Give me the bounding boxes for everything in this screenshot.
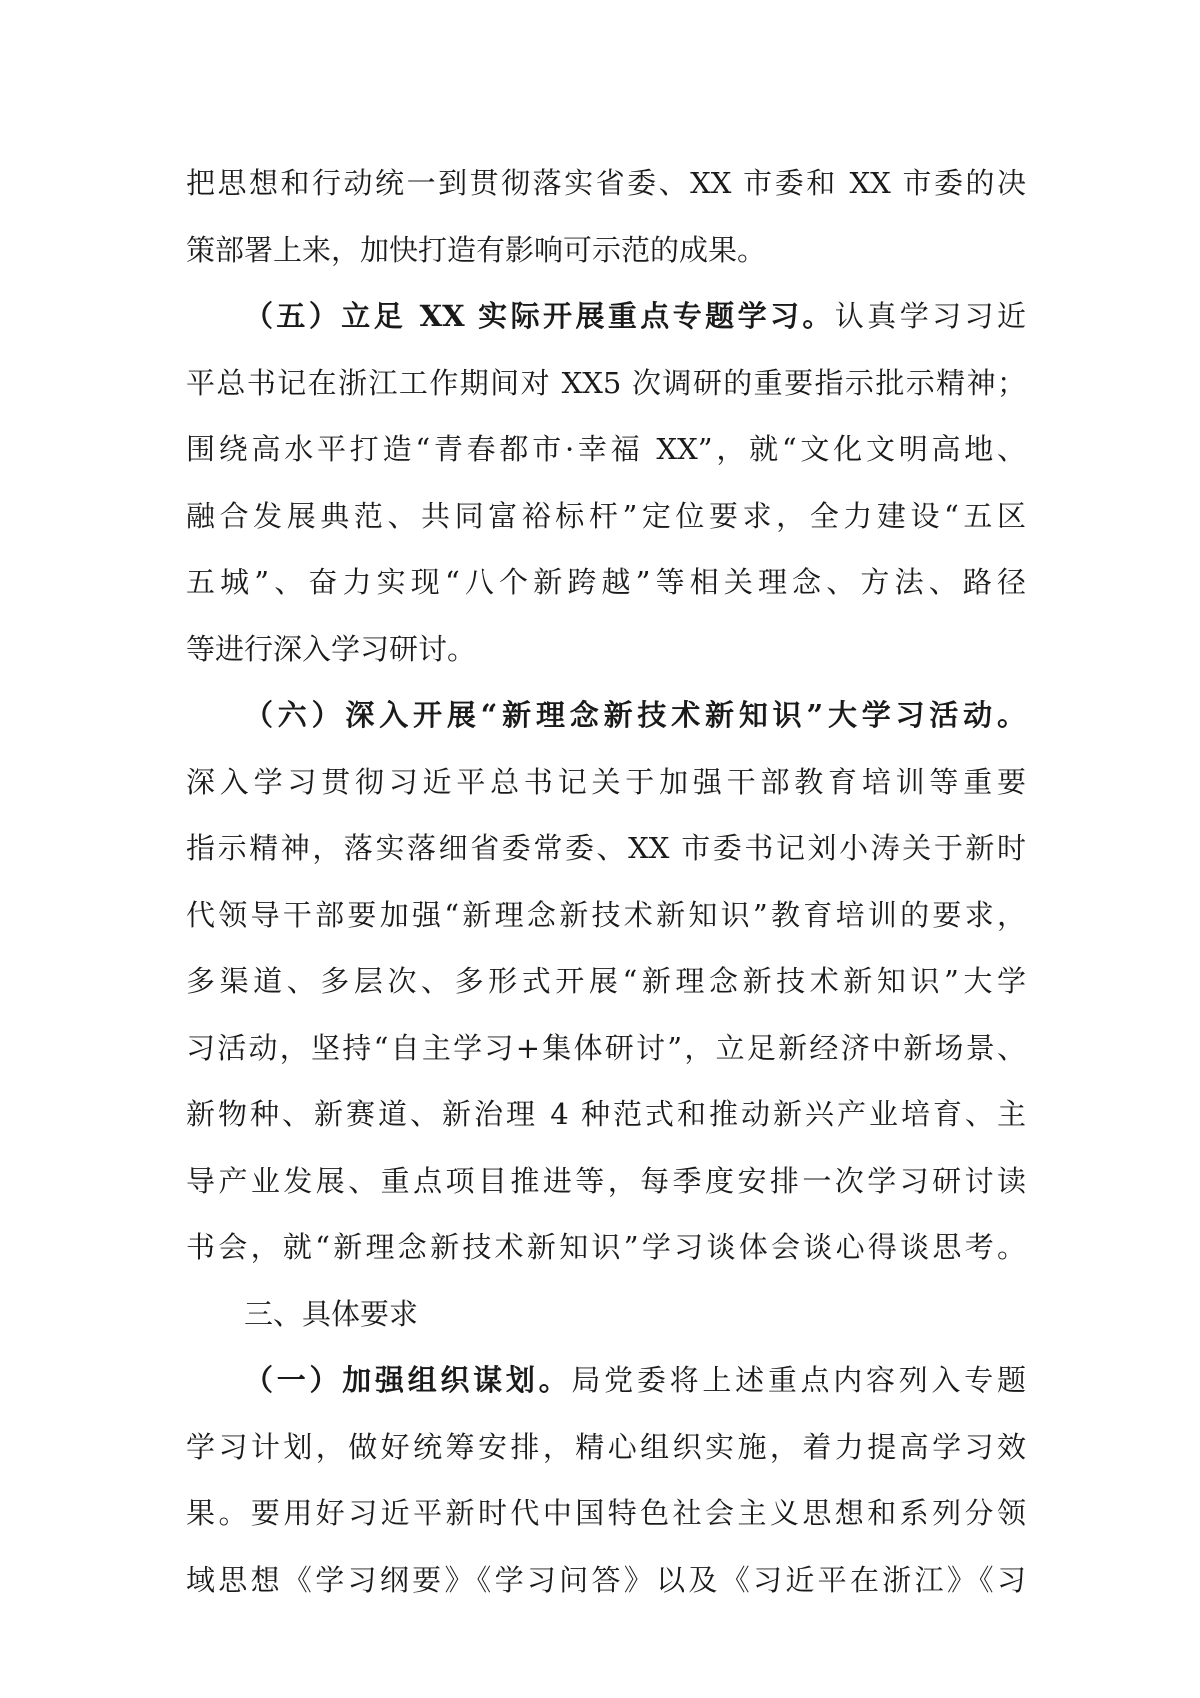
text-line: 书会，就“新理念新技术新知识”学习谈体会谈心得谈思考。 [186,1230,1026,1264]
part-3-heading: 三、具体要求 [244,1296,419,1331]
text-line: 围绕高水平打造“青春都市·幸福 XX”，就“文化文明高地、 [186,432,1026,466]
text-line: 平总书记在浙江工作期间对 XX5 次调研的重要指示批示精神； [186,365,1026,400]
text-line: 深入学习贯彻习近平总书记关于加强干部教育培训等重要 [186,764,1026,799]
section-5-lead-text: 认真学习习近 [834,299,1026,333]
text-line: 学习计划，做好统筹安排，精心组织实施，着力提高学习效 [186,1429,1026,1464]
text-line: 域思想《学习纲要》《学习问答》以及《习近平在浙江》《习 [186,1562,1026,1597]
text-line: 习活动，坚持“自主学习+集体研讨”，立足新经济中新场景、 [186,1030,1026,1065]
sub-1-heading: （一）加强组织谋划。 [244,1363,572,1397]
text-line: 果。要用好习近平新时代中国特色社会主义思想和系列分领 [186,1496,1026,1530]
text-line: 导产业发展、重点项目推进等，每季度安排一次学习研讨读 [186,1163,1026,1198]
section-5-line [186,283,1026,350]
text-line: 指示精神，落实落细省委常委、XX 市委书记刘小涛关于新时 [186,831,1026,865]
sub-1-lead-text: 局党委将上述重点内容列入专题 [571,1363,1026,1397]
document-body [186,150,1026,1613]
text-line: 融合发展典范、共同富裕标杆”定位要求，全力建设“五区 [186,498,1026,533]
sub-1-line [186,1347,1026,1414]
text-line: 多渠道、多层次、多形式开展“新理念新技术新知识”大学 [186,964,1026,998]
text-line: 等进行深入学习研讨。 [186,631,477,666]
text-line: 五城”、奋力实现“八个新跨越”等相关理念、方法、路径 [186,565,1026,599]
text-line: 策部署上来，加快打造有影响可示范的成果。 [186,232,767,267]
text-line: 代领导干部要加强“新理念新技术新知识”教育培训的要求， [186,897,1026,932]
section-6-heading: （六）深入开展“新理念新技术新知识”大学习活动。 [244,698,1026,732]
section-5-heading: （五）立足 XX 实际开展重点专题学习。 [244,299,835,333]
text-line: 把思想和行动统一到贯彻落实省委、XX 市委和 XX 市委的决 [186,166,1026,200]
text-line: 新物种、新赛道、新治理 4 种范式和推动新兴产业培育、主 [186,1097,1026,1131]
